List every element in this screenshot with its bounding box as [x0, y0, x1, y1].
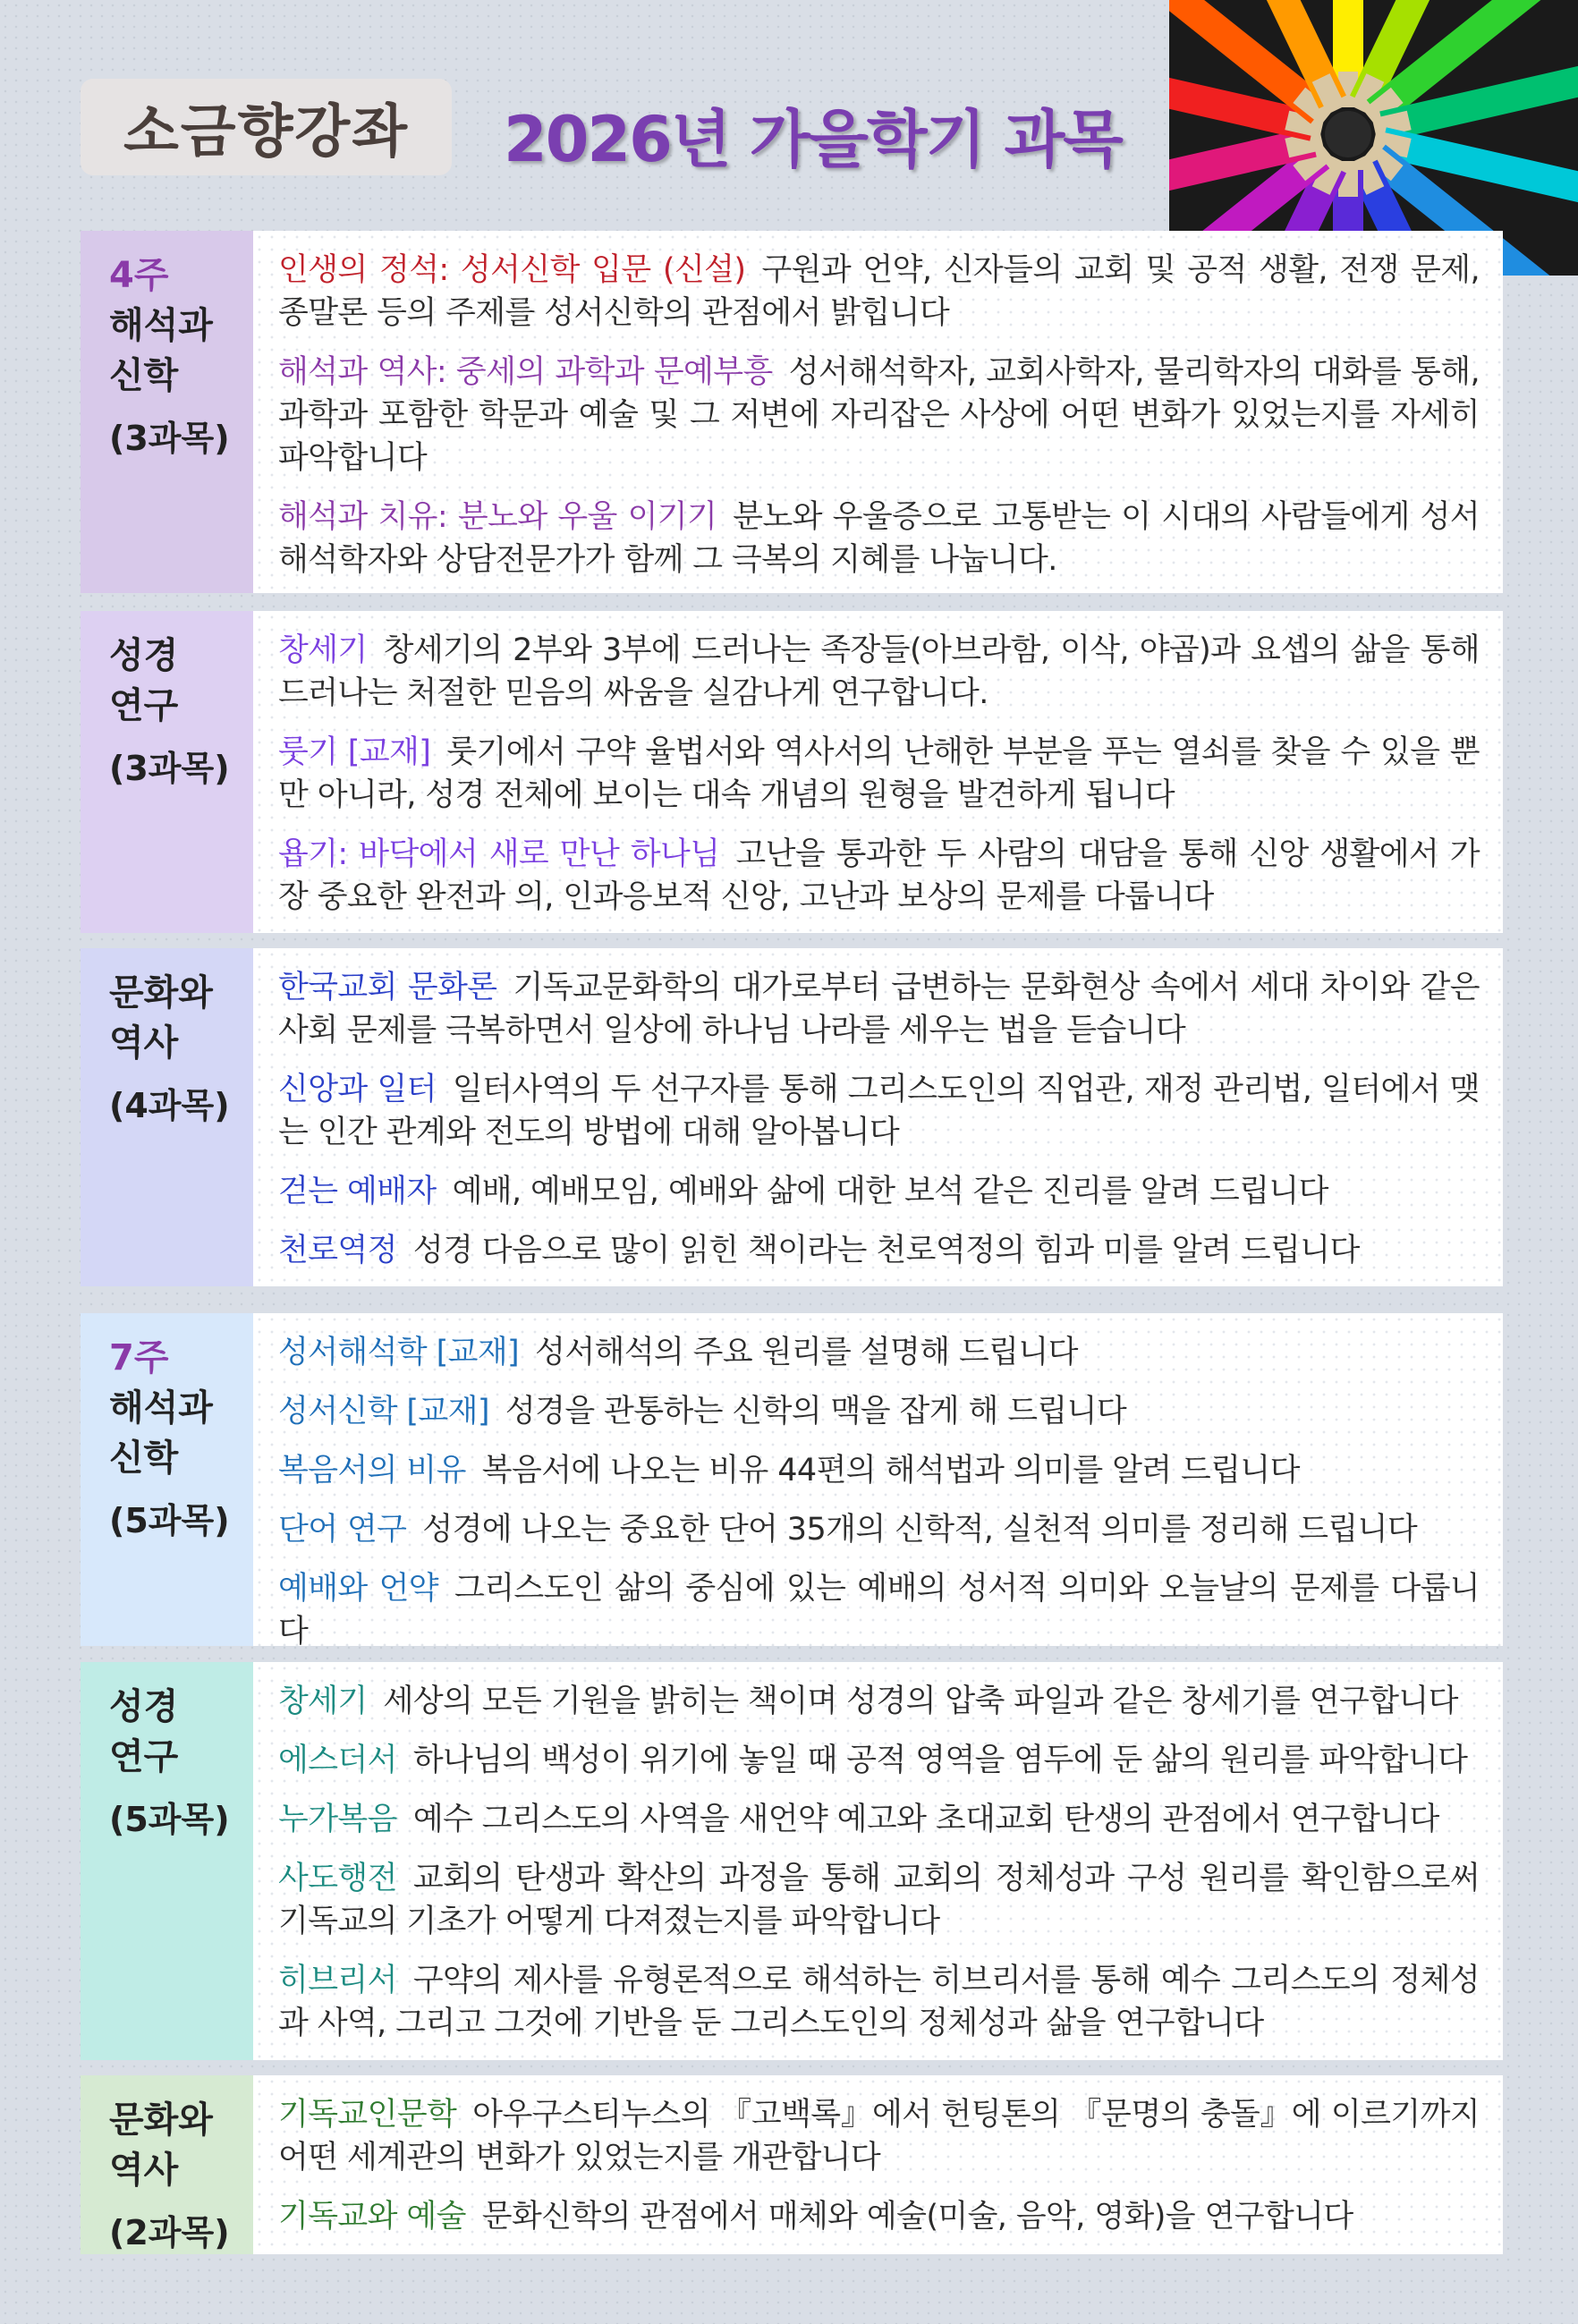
course-item — [278, 1170, 1480, 1213]
section-name-line1: 해석과 — [109, 1387, 213, 1429]
course-item — [278, 1449, 1480, 1492]
section-name-line2: 신학 — [109, 1438, 179, 1479]
course-item — [278, 1390, 1480, 1433]
section-label — [81, 231, 253, 593]
section-course-count: (3과목) — [109, 419, 230, 458]
section-course-count: (2과목) — [109, 2213, 230, 2252]
course-name: 한국교회 문화론 — [278, 970, 497, 1005]
course-list — [253, 611, 1503, 933]
course-name: 욥기: 바닥에서 새로 만난 하나님 — [278, 836, 720, 872]
pencil-tip — [1321, 78, 1336, 110]
section-name-line1: 해석과 — [109, 305, 213, 346]
course-description: 룻기에서 구약 율법서와 역사서의 난해한 부분을 푸는 열쇠를 찾을 수 있을 뿐만 아니라, 성경 전체에 보이는 대속 개념의 원형을 발견하게 됩니다 — [278, 734, 1480, 813]
course-description: 구원과 언약, 신자들의 교회 및 공적 생활, 전쟁 문제, 종말론 등의 주제를 성서신학의 관점에서 밝힙니다 — [278, 252, 1480, 331]
section-course-count: (3과목) — [109, 749, 230, 788]
course-name: 복음서의 비유 — [278, 1453, 466, 1489]
course-item — [278, 351, 1480, 479]
section-label — [81, 948, 253, 1286]
course-name: 단어 연구 — [278, 1512, 407, 1548]
section-label — [81, 1662, 253, 2060]
pencil-tip — [1287, 140, 1322, 148]
course-description: 성서해석학자, 교회사학자, 물리학자의 대화를 통해, 과학과 포함한 학문과 예술 및 그 저변에 자리잡은 사상에 어떤 변화가 있었는지를 자세히 파악합니다 — [278, 354, 1480, 476]
course-description: 성경을 관통하는 신학의 맥을 잡게 해 드립니다 — [505, 1394, 1127, 1429]
course-item — [278, 1068, 1480, 1154]
course-name: 걷는 예배자 — [278, 1174, 437, 1209]
section-weeks: 4주 — [109, 255, 169, 296]
course-item — [278, 966, 1480, 1052]
section-name-line2: 연구 — [109, 685, 179, 726]
course-item — [278, 833, 1480, 919]
course-item — [278, 731, 1480, 817]
course-name: 성서해석학 [교재] — [278, 1335, 520, 1370]
section-name-line2: 역사 — [109, 2150, 179, 2191]
course-item — [278, 1680, 1480, 1723]
course-description: 교회의 탄생과 확산의 과정을 통해 교회의 정체성과 구성 원리를 확인함으로써 기독교의 기초가 어떻게 다져졌는지를 파악합니다 — [278, 1861, 1480, 1939]
section-name-line1: 성경 — [109, 1686, 179, 1727]
section-name-line2: 연구 — [109, 1736, 179, 1777]
course-description: 예배, 예배모임, 예배와 삶에 대한 보석 같은 진리를 알려 드립니다 — [452, 1174, 1328, 1209]
course-description: 하나님의 백성이 위기에 놓일 때 공적 영역을 염두에 둔 삶의 원리를 파악합니다 — [412, 1743, 1468, 1778]
section-name-line1: 문화와 — [109, 972, 213, 1014]
course-description: 성서해석의 주요 원리를 설명해 드립니다 — [535, 1335, 1078, 1370]
course-description: 분노와 우울증으로 고통받는 이 시대의 사람들에게 성서해석학자와 상담전문가가 함께 그 극복의 지혜를 나눕니다. — [278, 499, 1480, 578]
course-item — [278, 2195, 1480, 2238]
course-description: 예수 그리스도의 사역을 새언약 예고와 초대교회 탄생의 관점에서 연구합니다 — [412, 1802, 1439, 1837]
course-description: 고난을 통과한 두 사람의 대담을 통해 신앙 생활에서 가장 중요한 완전과 의, 인과응보적 신앙, 고난과 보상의 문제를 다룹니다 — [278, 836, 1480, 915]
course-name: 성서신학 [교재] — [278, 1394, 489, 1429]
section-name-line2: 신학 — [109, 355, 179, 396]
course-name: 룻기 [교재] — [278, 734, 431, 770]
course-list — [253, 1662, 1503, 2060]
course-description: 그리스도인 삶의 중심에 있는 예배의 성서적 의미와 오늘날의 문제를 다룹니다 — [278, 1571, 1480, 1650]
course-description: 기독교문화학의 대가로부터 급변하는 문화현상 속에서 세대 차이와 같은 사회 문제를 극복하면서 일상에 하나님 나라를 세우는 법을 듣습니다 — [278, 970, 1480, 1048]
course-item — [278, 629, 1480, 715]
course-item — [278, 1331, 1480, 1374]
section-weeks: 7주 — [109, 1337, 169, 1378]
course-section — [81, 1313, 1503, 1650]
section-label — [81, 1313, 253, 1646]
course-name: 예배와 언약 — [278, 1571, 438, 1607]
course-list — [253, 948, 1503, 1286]
course-item — [278, 1508, 1480, 1551]
course-name: 에스더서 — [278, 1743, 397, 1778]
course-section — [81, 948, 1503, 1286]
section-name-line2: 역사 — [109, 1022, 179, 1064]
course-item — [278, 2093, 1480, 2179]
course-description: 세상의 모든 기원을 밝히는 책이며 성경의 압축 파일과 같은 창세기를 연구합니다 — [383, 1684, 1458, 1719]
section-label — [81, 2075, 253, 2254]
pencil-tip — [1374, 120, 1409, 128]
section-name-line1: 문화와 — [109, 2099, 213, 2141]
brand-badge — [81, 79, 452, 175]
course-description: 창세기의 2부와 3부에 드러나는 족장들(아브라함, 이삭, 야곱)과 요셉의 삶을 통해 드러나는 처절한 믿음의 싸움을 실감나게 연구합니다. — [278, 632, 1480, 711]
brand-label: 소금향강좌 — [123, 99, 410, 165]
course-description: 복음서에 나오는 비유 44편의 해석법과 의미를 알려 드립니다 — [481, 1453, 1300, 1489]
course-description: 문화신학의 관점에서 매체와 예술(미술, 음악, 영화)을 연구합니다 — [481, 2199, 1353, 2235]
course-name: 해석과 치유: 분노와 우울 이기기 — [278, 499, 717, 535]
section-course-count: (5과목) — [109, 1501, 230, 1540]
course-description: 성경 다음으로 많이 읽힌 책이라는 천로역정의 힘과 미를 알려 드립니다 — [412, 1233, 1360, 1268]
course-name: 히브리서 — [278, 1963, 397, 1998]
course-list — [253, 1313, 1503, 1650]
course-name: 신앙과 일터 — [278, 1072, 437, 1107]
course-section — [81, 1662, 1503, 2060]
course-description: 아우구스티누스의 『고백록』에서 헌팅톤의 『문명의 충돌』에 이르기까지 어떤 세계관의 변화가 있었는지를 개관합니다 — [278, 2097, 1480, 2176]
course-list — [253, 231, 1503, 593]
course-name: 기독교와 예술 — [278, 2199, 466, 2235]
course-item — [278, 1798, 1480, 1841]
course-item — [278, 1857, 1480, 1943]
course-item — [278, 1739, 1480, 1782]
course-description: 구약의 제사를 유형론적으로 해석하는 히브리서를 통해 예수 그리스도의 정체성 과 사역, 그리고 그것에 기반을 둔 그리스도인의 정체성과 삶을 연구합니다 — [278, 1963, 1480, 2041]
course-name: 창세기 — [278, 1684, 368, 1719]
course-name: 사도행전 — [278, 1861, 397, 1896]
course-section — [81, 611, 1503, 933]
course-description: 일터사역의 두 선구자를 통해 그리스도인의 직업관, 재정 관리법, 일터에서 맺는 인간 관계와 전도의 방법에 대해 알아봅니다 — [278, 1072, 1480, 1150]
course-item — [278, 249, 1480, 335]
course-description: 성경에 나오는 중요한 단어 35개의 신학적, 실천적 의미를 정리해 드립니다 — [422, 1512, 1418, 1548]
course-item — [278, 1959, 1480, 2045]
course-name: 천로역정 — [278, 1233, 397, 1268]
course-name: 창세기 — [278, 632, 368, 668]
course-section — [81, 231, 1503, 593]
section-course-count: (5과목) — [109, 1800, 230, 1839]
course-section — [81, 2075, 1503, 2254]
course-item — [278, 496, 1480, 581]
section-label — [81, 611, 253, 933]
course-name: 해석과 역사: 중세의 과학과 문예부흥 — [278, 354, 773, 390]
page-title: 2026년 가을학기 과목 — [504, 103, 1122, 176]
course-list — [253, 2075, 1503, 2254]
section-name-line1: 성경 — [109, 635, 179, 676]
course-name: 누가복음 — [278, 1802, 397, 1837]
course-name: 기독교인문학 — [278, 2097, 457, 2133]
section-course-count: (4과목) — [109, 1086, 230, 1125]
course-item — [278, 1567, 1480, 1653]
course-name: 인생의 정석: 성서신학 입문 (신설) — [278, 252, 746, 288]
course-item — [278, 1229, 1480, 1272]
